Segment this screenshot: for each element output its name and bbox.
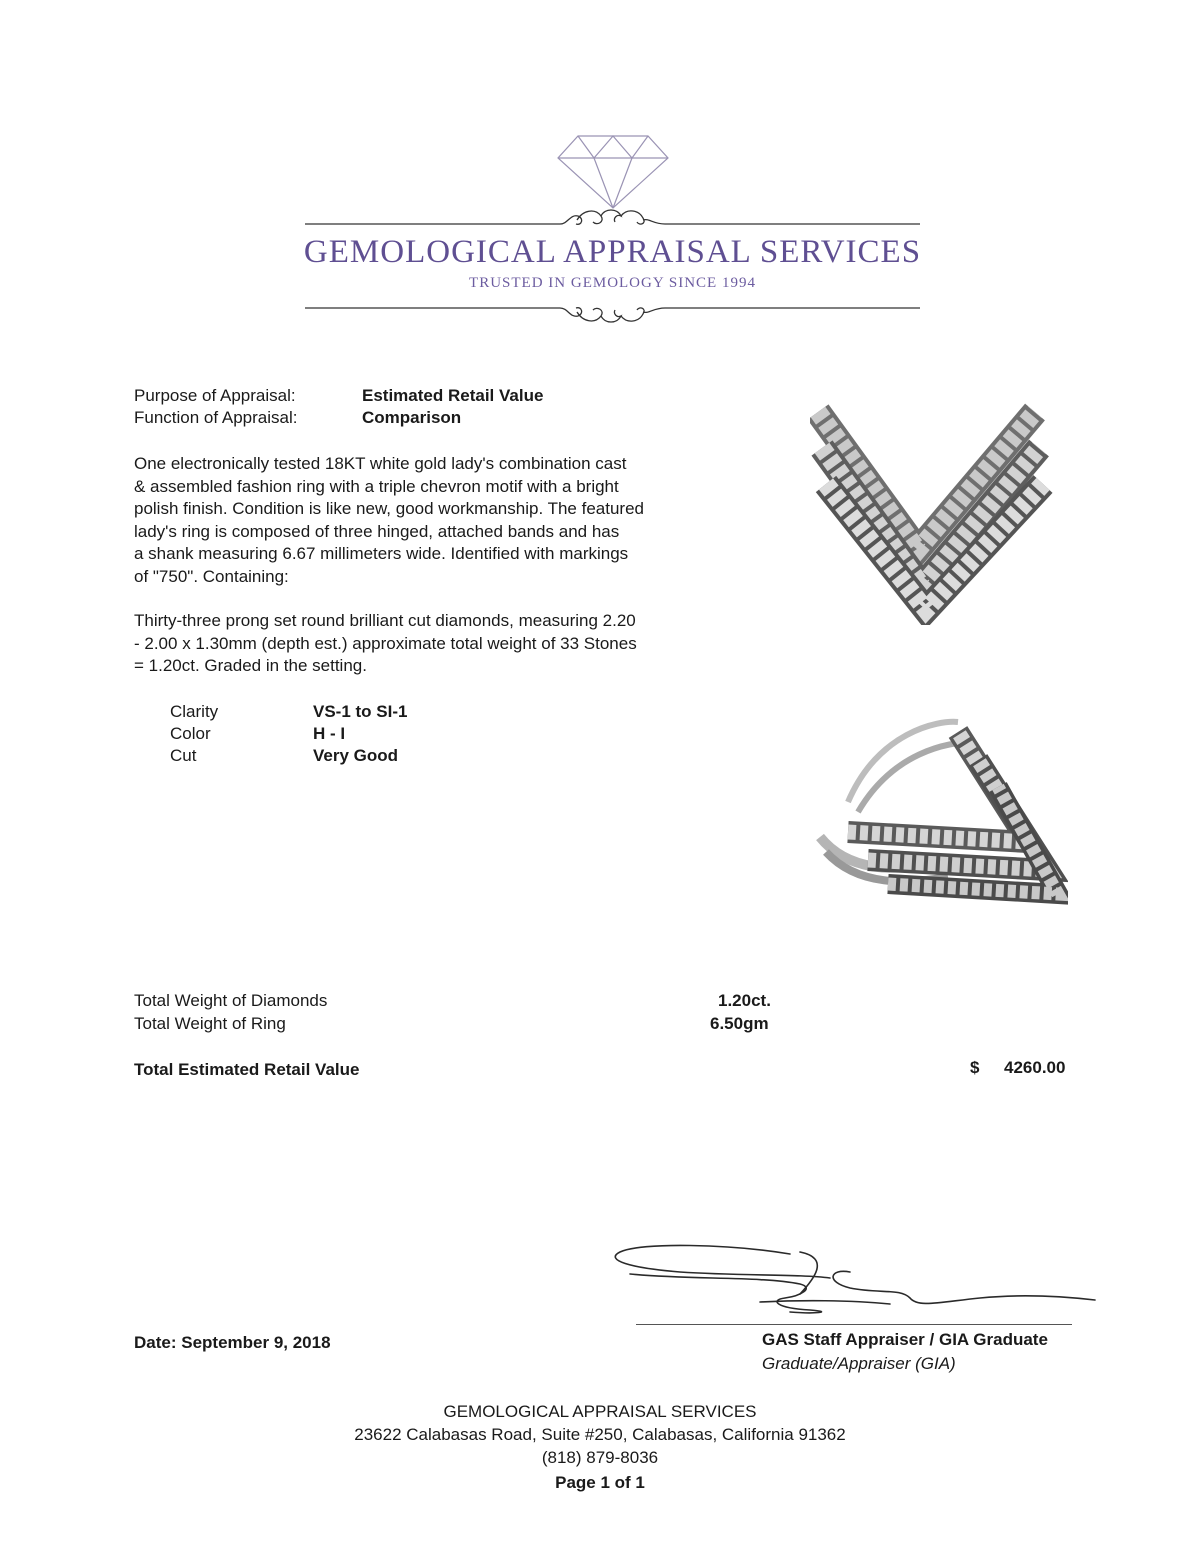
ring-photo-side (808, 712, 1068, 907)
stones-description (134, 610, 734, 678)
footer (300, 1400, 900, 1494)
total-retail-value-label: Total Estimated Retail Value (134, 1060, 360, 1079)
page-number: Page 1 of 1 (555, 1473, 645, 1492)
company-logo-title: GEMOLOGICAL APPRAISAL SERVICES (303, 234, 922, 270)
grade-value-color: H - I (313, 724, 346, 743)
grade-value-cut: Very Good (313, 746, 399, 765)
appraiser-title: GAS Staff Appraiser / GIA Graduate (762, 1330, 1048, 1349)
total-weight-ring-value: 6.50gm (710, 1014, 769, 1033)
grade-label-clarity: Clarity (170, 702, 219, 721)
description-line: lady's ring is composed of three hinged, attached bands and has (134, 521, 620, 541)
footer-address: 23622 Calabasas Road, Suite #250, Calabasas, California 91362 (354, 1425, 846, 1444)
grade-label-cut: Cut (170, 746, 197, 765)
stones-line: Thirty-three prong set round brilliant cut diamonds, measuring 2.20 (134, 611, 636, 630)
stones-line: = 1.20ct. Graded in the setting. (134, 656, 367, 675)
currency-symbol: $ (970, 1058, 980, 1077)
function-label: Function of Appraisal: (134, 408, 298, 427)
function-value: Comparison (362, 408, 462, 427)
total-weight-diamonds-value: 1.20ct. (718, 991, 771, 1010)
description-line: & assembled fashion ring with a triple chevron motif with a bright (134, 476, 619, 496)
footer-phone: (818) 879-8036 (541, 1448, 659, 1467)
grade-label-color: Color (170, 724, 211, 743)
total-weight-ring-label: Total Weight of Ring (134, 1014, 286, 1033)
logo-ornament-bottom (305, 296, 920, 326)
item-description (134, 453, 734, 588)
appraiser-credential: Graduate/Appraiser (GIA) (762, 1354, 956, 1373)
description-line: a shank measuring 6.67 millimeters wide. Identified with markings (134, 544, 629, 563)
purpose-label: Purpose of Appraisal: (134, 386, 296, 405)
company-logo-tagline: TRUSTED IN GEMOLOGY SINCE 1994 (469, 275, 756, 291)
signature-line (636, 1324, 1072, 1325)
appraiser-signature (600, 1238, 1100, 1328)
logo-ornament-top (305, 206, 920, 236)
total-weight-diamonds-label: Total Weight of Diamonds (134, 991, 328, 1010)
description-line: polish finish. Condition is like new, good workmanship. The featured (134, 499, 644, 518)
purpose-value: Estimated Retail Value (362, 386, 544, 405)
diamond-logo-icon (556, 134, 670, 210)
appraisal-date: Date: September 9, 2018 (134, 1333, 331, 1352)
footer-company: GEMOLOGICAL APPRAISAL SERVICES (443, 1402, 757, 1421)
description-line: of "750". Containing: (134, 566, 289, 586)
total-retail-value: 4260.00 (1004, 1058, 1066, 1077)
stones-line: - 2.00 x 1.30mm (depth est.) approximate total weight of 33 Stones (134, 633, 637, 653)
ring-photo-front (810, 400, 1055, 625)
description-line: One electronically tested 18KT white gold lady's combination cast (134, 454, 627, 473)
grade-value-clarity: VS-1 to SI-1 (313, 702, 408, 721)
